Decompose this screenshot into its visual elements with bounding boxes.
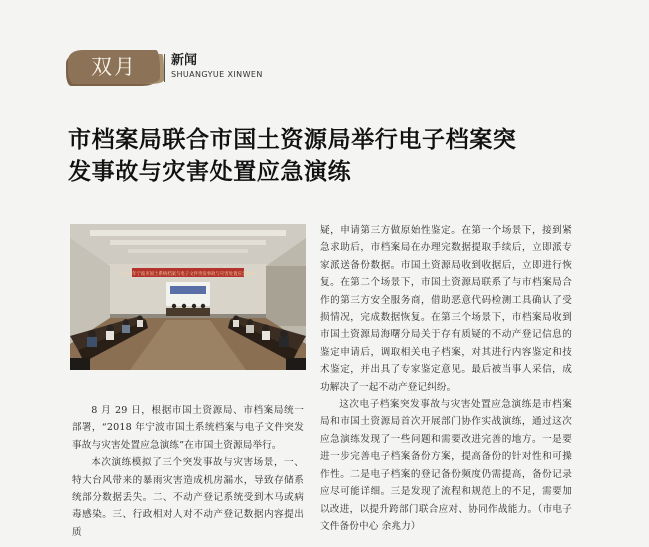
paragraph: 疑，申请第三方做原始性鉴定。在第一个场景下，接到紧急求助后，市档案局在办理完数据提取手续后，立即派专家派送备份数据。市国土资源局收到收据后，立即进行恢复。在第二个场景下，市国土资源局联系了与市档案局合作的第三方安全服务商，借助恶意代码检测工具确认了受损情况，完成数据恢复。在第三个场景下，市档案局收到市国土资源局海曙分局关于存有质疑的不动产登记信息的鉴定申请后，调取相关电子档案，对其进行内容鉴定和技术鉴定，并出具了专家鉴定意见。最后被当事人采信，成功解决了一起不动产登记纠纷。: [320, 225, 572, 393]
header-divider: [164, 54, 165, 82]
section-subtitle: SHUANGYUE XINWEN: [171, 70, 263, 79]
section-title: 新闻: [171, 53, 198, 68]
headline-line-2: 发事故与灾害处置应急演练: [68, 158, 352, 185]
article-body-left: [72, 402, 304, 541]
paragraph: 这次电子档案突发事故与灾害处置应急演练是市档案局和市国土资源局首次开展部门协作实战演练，通过这次应急演练发现了一些问题和需要改进完善的地方。一是要进一步完善电子档案备份方案，提高备份的针对性和可操作性。二是电子档案的登记备份频度仍需提高，备份记录应尽可能详细。三是发现了流程和规范上的不足，需要加以改进，以提升跨部门联合应对、协同作战能力。（市电子文件备份中心 余兆力）: [320, 399, 572, 532]
article-body-right: [320, 222, 572, 535]
headline-line-1: 市档案局联合市国土资源局举行电子档案突: [68, 126, 517, 153]
brand-label: 双月: [91, 55, 137, 79]
article-headline: [68, 124, 588, 188]
paragraph: 8 月 29 日，根据市国土资源局、市档案局统一部署，“2018 年宁波市国土系统档案与电子文件突发事故与灾害处置应急演练”在市国土资源局举行。: [72, 405, 304, 451]
meeting-photo: [70, 224, 306, 370]
paragraph: 本次演练模拟了三个突发事故与灾害场景，一、特大台风带来的暴雨灾害造成机房漏水，导致存储系统部分数据丢失。二、不动产登记系统受到木马或病毒感染。三、行政相对人对不动产登记数据内容提出质: [72, 457, 304, 538]
svg-text:2018年宁波市国土系统档案与电子文件突发事故与灾害处置应急: 2018年宁波市国土系统档案与电子文件突发事故与灾害处置应急演练: [120, 272, 256, 277]
